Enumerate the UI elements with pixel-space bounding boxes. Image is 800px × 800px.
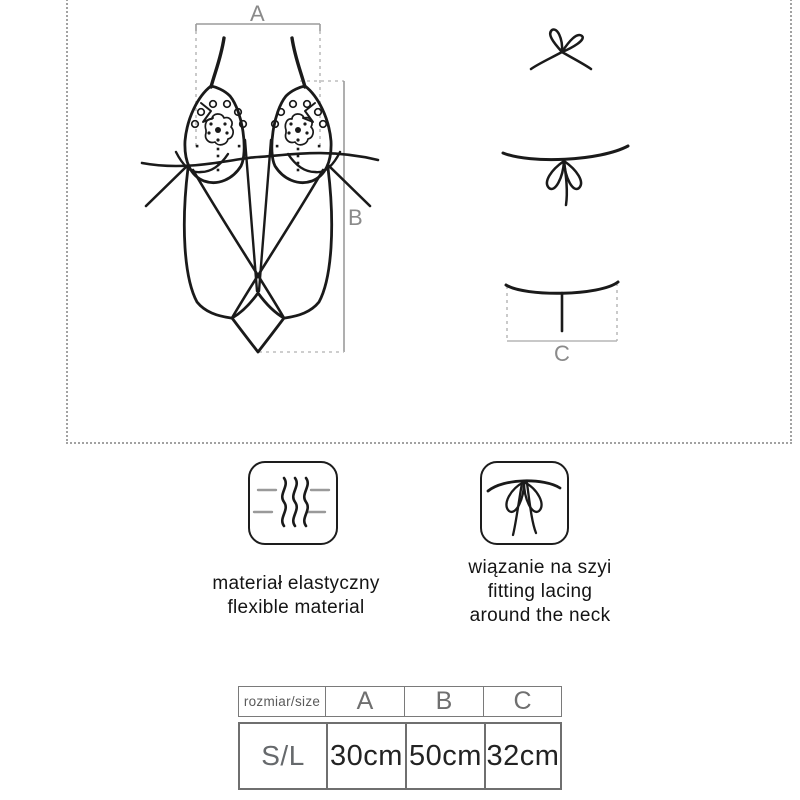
cell-b-value: 50cm	[405, 724, 484, 788]
measure-label-a: A	[250, 1, 266, 26]
neck-tie-knot-drawing	[531, 30, 591, 69]
caption-line: fitting lacing	[487, 581, 593, 602]
cell-a-value: 30cm	[326, 724, 405, 788]
cell-c-value: 32cm	[484, 724, 560, 788]
neck-lacing-icon	[480, 461, 569, 545]
elastic-material-caption	[170, 572, 422, 620]
cell-size-value: S/L	[261, 740, 305, 771]
header-cell-size: rozmiar/size	[243, 694, 321, 709]
header-cell-b: B	[404, 687, 483, 716]
header-cell-c: C	[483, 687, 561, 716]
measure-label-c: C	[554, 341, 571, 366]
caption-line: around the neck	[469, 605, 611, 626]
size-table-header-row	[238, 686, 562, 717]
elastic-material-icon	[248, 461, 338, 545]
caption-line: flexible material	[227, 597, 365, 618]
crotch-width-drawing	[506, 282, 618, 331]
header-cell-a: A	[325, 687, 404, 716]
bodysuit-front-drawing	[142, 38, 378, 352]
caption-line: materiał elastyczny	[212, 573, 380, 594]
neck-lacing-caption	[420, 556, 660, 628]
caption-line: wiązanie na szyi	[468, 557, 612, 578]
measure-label-b: B	[348, 205, 364, 230]
neck-lacing-bow-drawing	[503, 146, 628, 205]
size-table-data-row	[238, 722, 562, 790]
